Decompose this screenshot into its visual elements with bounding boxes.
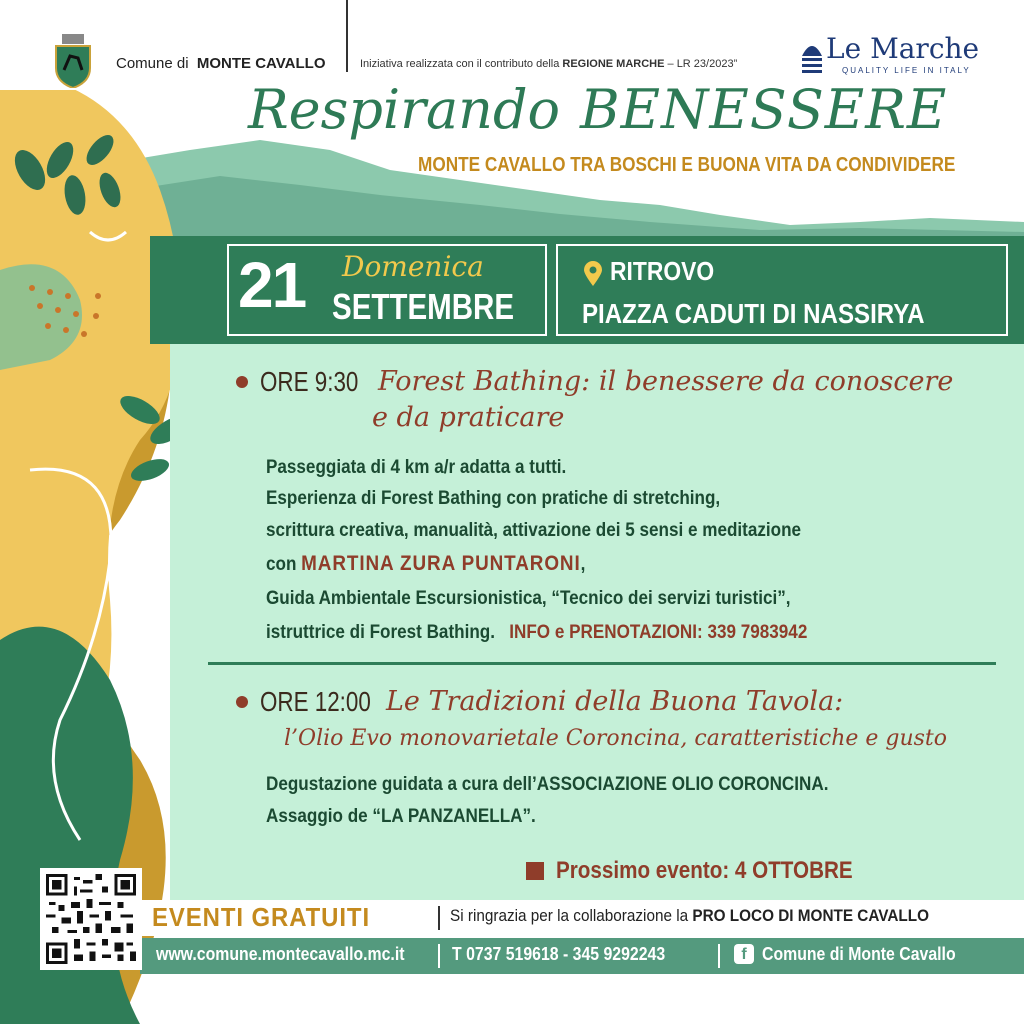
event-title-line1: Le Tradizioni della Buona Tavola: <box>386 686 844 717</box>
booking-info: INFO e PRENOTAZIONI: 339 7983942 <box>509 622 808 643</box>
partner-logo-name: Le Marche <box>826 32 980 65</box>
contact-divider <box>438 944 440 968</box>
event-description-line: Assaggio de “LA PANZANELLA”. <box>266 806 536 827</box>
event-day: 21 <box>238 249 306 321</box>
title-part-1: Respirando <box>248 78 561 141</box>
phone-numbers: T 0737 519618 - 345 9292243 <box>452 944 666 964</box>
header-divider <box>346 0 348 72</box>
event-title-line2: e da praticare <box>372 402 565 433</box>
footer-divider <box>438 906 440 930</box>
guide-name: MARTINA ZURA PUNTARONI <box>301 552 581 575</box>
partner-logo-tagline: QUALITY LIFE IN ITALY <box>842 66 971 75</box>
subtitle: MONTE CAVALLO TRA BOSCHI E BUONA VITA DA CONDIVIDERE <box>418 154 956 176</box>
facebook-icon[interactable]: f <box>734 944 754 964</box>
event-title-line1: Forest Bathing: il benessere da conoscere <box>378 366 954 397</box>
event-time: ORE 9:30 <box>260 366 359 397</box>
le-marche-logo-icon <box>800 36 824 74</box>
guide-instructor: istruttrice di Forest Bathing. INFO e PRENOTAZIONI: 339 7983942 <box>266 622 808 643</box>
guide-role: Guida Ambientale Escursionistica, “Tecnico dei servizi turistici”, <box>266 588 791 609</box>
initiative-note: Iniziativa realizzata con il contributo della REGIONE MARCHE – LR 23/2023” <box>360 58 738 70</box>
event-time: ORE 12:00 <box>260 686 371 717</box>
event-description-line: Passeggiata di 4 km a/r adatta a tutti. <box>266 457 567 478</box>
event-month: SETTEMBRE <box>332 286 515 327</box>
facebook-page-link[interactable]: Comune di Monte Cavallo <box>762 944 956 964</box>
event-bullet <box>236 696 248 708</box>
event-description-line: Degustazione guidata a cura dell’ASSOCIAZIONE OLIO CORONCINA. <box>266 774 829 795</box>
event-title-line2: l’Olio Evo monovarietale Coroncina, caratteristiche e gusto <box>284 726 948 751</box>
next-event-marker <box>526 862 544 880</box>
event-bullet <box>236 376 248 388</box>
next-event: Prossimo evento: 4 OTTOBRE <box>556 857 853 884</box>
free-events-label: EVENTI GRATUITI <box>152 902 371 932</box>
website-link[interactable]: www.comune.montecavallo.mc.it <box>156 944 405 964</box>
event-guide-line: con MARTINA ZURA PUNTARONI, <box>266 552 586 575</box>
meeting-label: RITROVO <box>610 256 715 286</box>
title-part-2: BENESSERE <box>580 78 948 141</box>
event-weekday: Domenica <box>342 250 484 283</box>
event-description-line: scrittura creativa, manualità, attivazione dei 5 sensi e meditazione <box>266 520 802 541</box>
municipality-label: Comune di MONTE CAVALLO <box>116 55 326 72</box>
meeting-place: PIAZZA CADUTI DI NASSIRYA <box>582 298 925 329</box>
qr-code[interactable] <box>46 874 136 964</box>
contact-divider <box>718 944 720 968</box>
event-description-line: Esperienza di Forest Bathing con pratiche di stretching, <box>266 488 721 509</box>
location-pin-icon <box>582 260 604 286</box>
section-divider <box>208 662 996 665</box>
thanks-note: Si ringrazia per la collaborazione la PRO LOCO DI MONTE CAVALLO <box>450 906 929 925</box>
municipal-crest-icon <box>52 34 94 88</box>
